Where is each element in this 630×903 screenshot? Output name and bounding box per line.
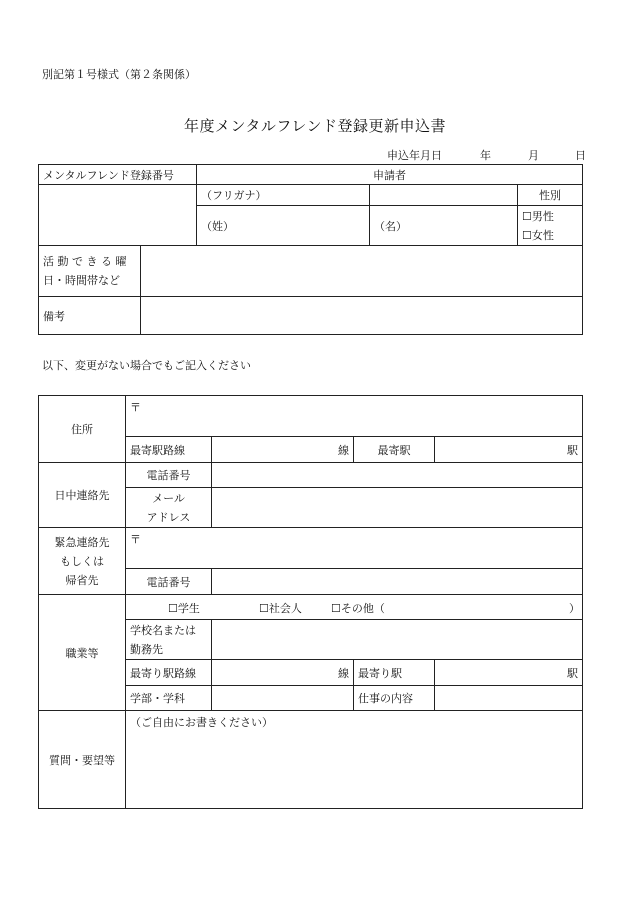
date-month[interactable]: 月	[528, 149, 539, 162]
date-year[interactable]: 年	[480, 149, 491, 162]
male-checkbox[interactable]: ☐男性	[522, 209, 554, 223]
nearest-station-label-2: 最寄り駅	[354, 660, 435, 686]
phone-label: 電話番号	[126, 463, 212, 488]
details-table	[38, 395, 583, 809]
application-date-label: 申込年月日	[387, 149, 442, 162]
occupation-label: 職業等	[39, 595, 126, 711]
school-field[interactable]	[212, 620, 583, 660]
applicant-header: 申請者	[197, 165, 583, 185]
surname-field[interactable]: （姓）	[197, 206, 370, 246]
remarks-field[interactable]	[141, 297, 583, 335]
faculty-field[interactable]	[212, 686, 354, 711]
registration-table	[38, 164, 583, 335]
registration-number-field[interactable]	[39, 185, 197, 246]
postal-mark: 〒	[130, 401, 141, 414]
nearest-station-label: 最寄駅	[354, 437, 435, 463]
email-label-1: メール	[152, 491, 185, 505]
remarks-label: 備考	[39, 297, 141, 335]
free-text-hint: （ご自由にお書きください）	[130, 716, 273, 729]
phone-field[interactable]	[212, 463, 583, 488]
availability-field[interactable]	[141, 246, 583, 297]
nearest-station-field-2[interactable]: 駅	[435, 660, 583, 686]
furigana-label: （フリガナ）	[197, 185, 370, 206]
emergency-phone-field[interactable]	[212, 569, 583, 595]
availability-label-2: 日・時間帯など	[43, 274, 120, 287]
faculty-label: 学部・学科	[126, 686, 212, 711]
emergency-address-field[interactable]	[126, 528, 583, 569]
school-label-1: 学校名または	[130, 623, 196, 637]
emergency-phone-label: 電話番号	[126, 569, 212, 595]
postal-mark-2: 〒	[130, 533, 141, 546]
other-close-paren: ）	[569, 602, 580, 615]
email-label-2: アドレス	[146, 510, 191, 524]
page-title: 年度メンタルフレンド登録更新申込書	[184, 117, 446, 135]
nearest-line-field-2[interactable]: 線	[212, 660, 354, 686]
emergency-label-3: 帰省先	[65, 573, 99, 587]
nearest-line-label-2: 最寄り駅路線	[126, 660, 212, 686]
school-label-2: 勤務先	[130, 642, 163, 656]
registration-number-label: メンタルフレンド登録番号	[39, 165, 197, 185]
emergency-label-1: 緊急連絡先	[54, 535, 110, 549]
address-field[interactable]	[126, 396, 583, 437]
nearest-line-field[interactable]: 線	[212, 437, 354, 463]
instruction-note: 以下、変更がない場合でもご記入ください	[42, 359, 251, 372]
worker-checkbox[interactable]: ☐社会人	[259, 602, 302, 615]
address-label: 住所	[39, 396, 126, 463]
job-content-label: 仕事の内容	[354, 686, 435, 711]
gender-label: 性別	[518, 185, 583, 206]
questions-field[interactable]	[126, 711, 583, 809]
furigana-field[interactable]	[370, 185, 518, 206]
emergency-label-2: もしくは	[60, 554, 104, 568]
nearest-line-label: 最寄駅路線	[126, 437, 212, 463]
female-checkbox[interactable]: ☐女性	[522, 228, 554, 242]
other-checkbox[interactable]: ☐その他（	[331, 602, 385, 615]
date-day[interactable]: 日	[575, 149, 586, 162]
student-checkbox[interactable]: ☐学生	[168, 602, 200, 615]
nearest-station-field[interactable]: 駅	[435, 437, 583, 463]
daytime-contact-label: 日中連絡先	[39, 463, 126, 528]
availability-label-1: 活 動 で き る 曜	[43, 255, 127, 268]
email-field[interactable]	[212, 488, 583, 528]
job-content-field[interactable]	[435, 686, 583, 711]
questions-label: 質問・要望等	[39, 711, 126, 809]
given-name-field[interactable]: （名）	[370, 206, 518, 246]
form-number-label: 別記第１号様式（第２条関係）	[42, 68, 196, 81]
